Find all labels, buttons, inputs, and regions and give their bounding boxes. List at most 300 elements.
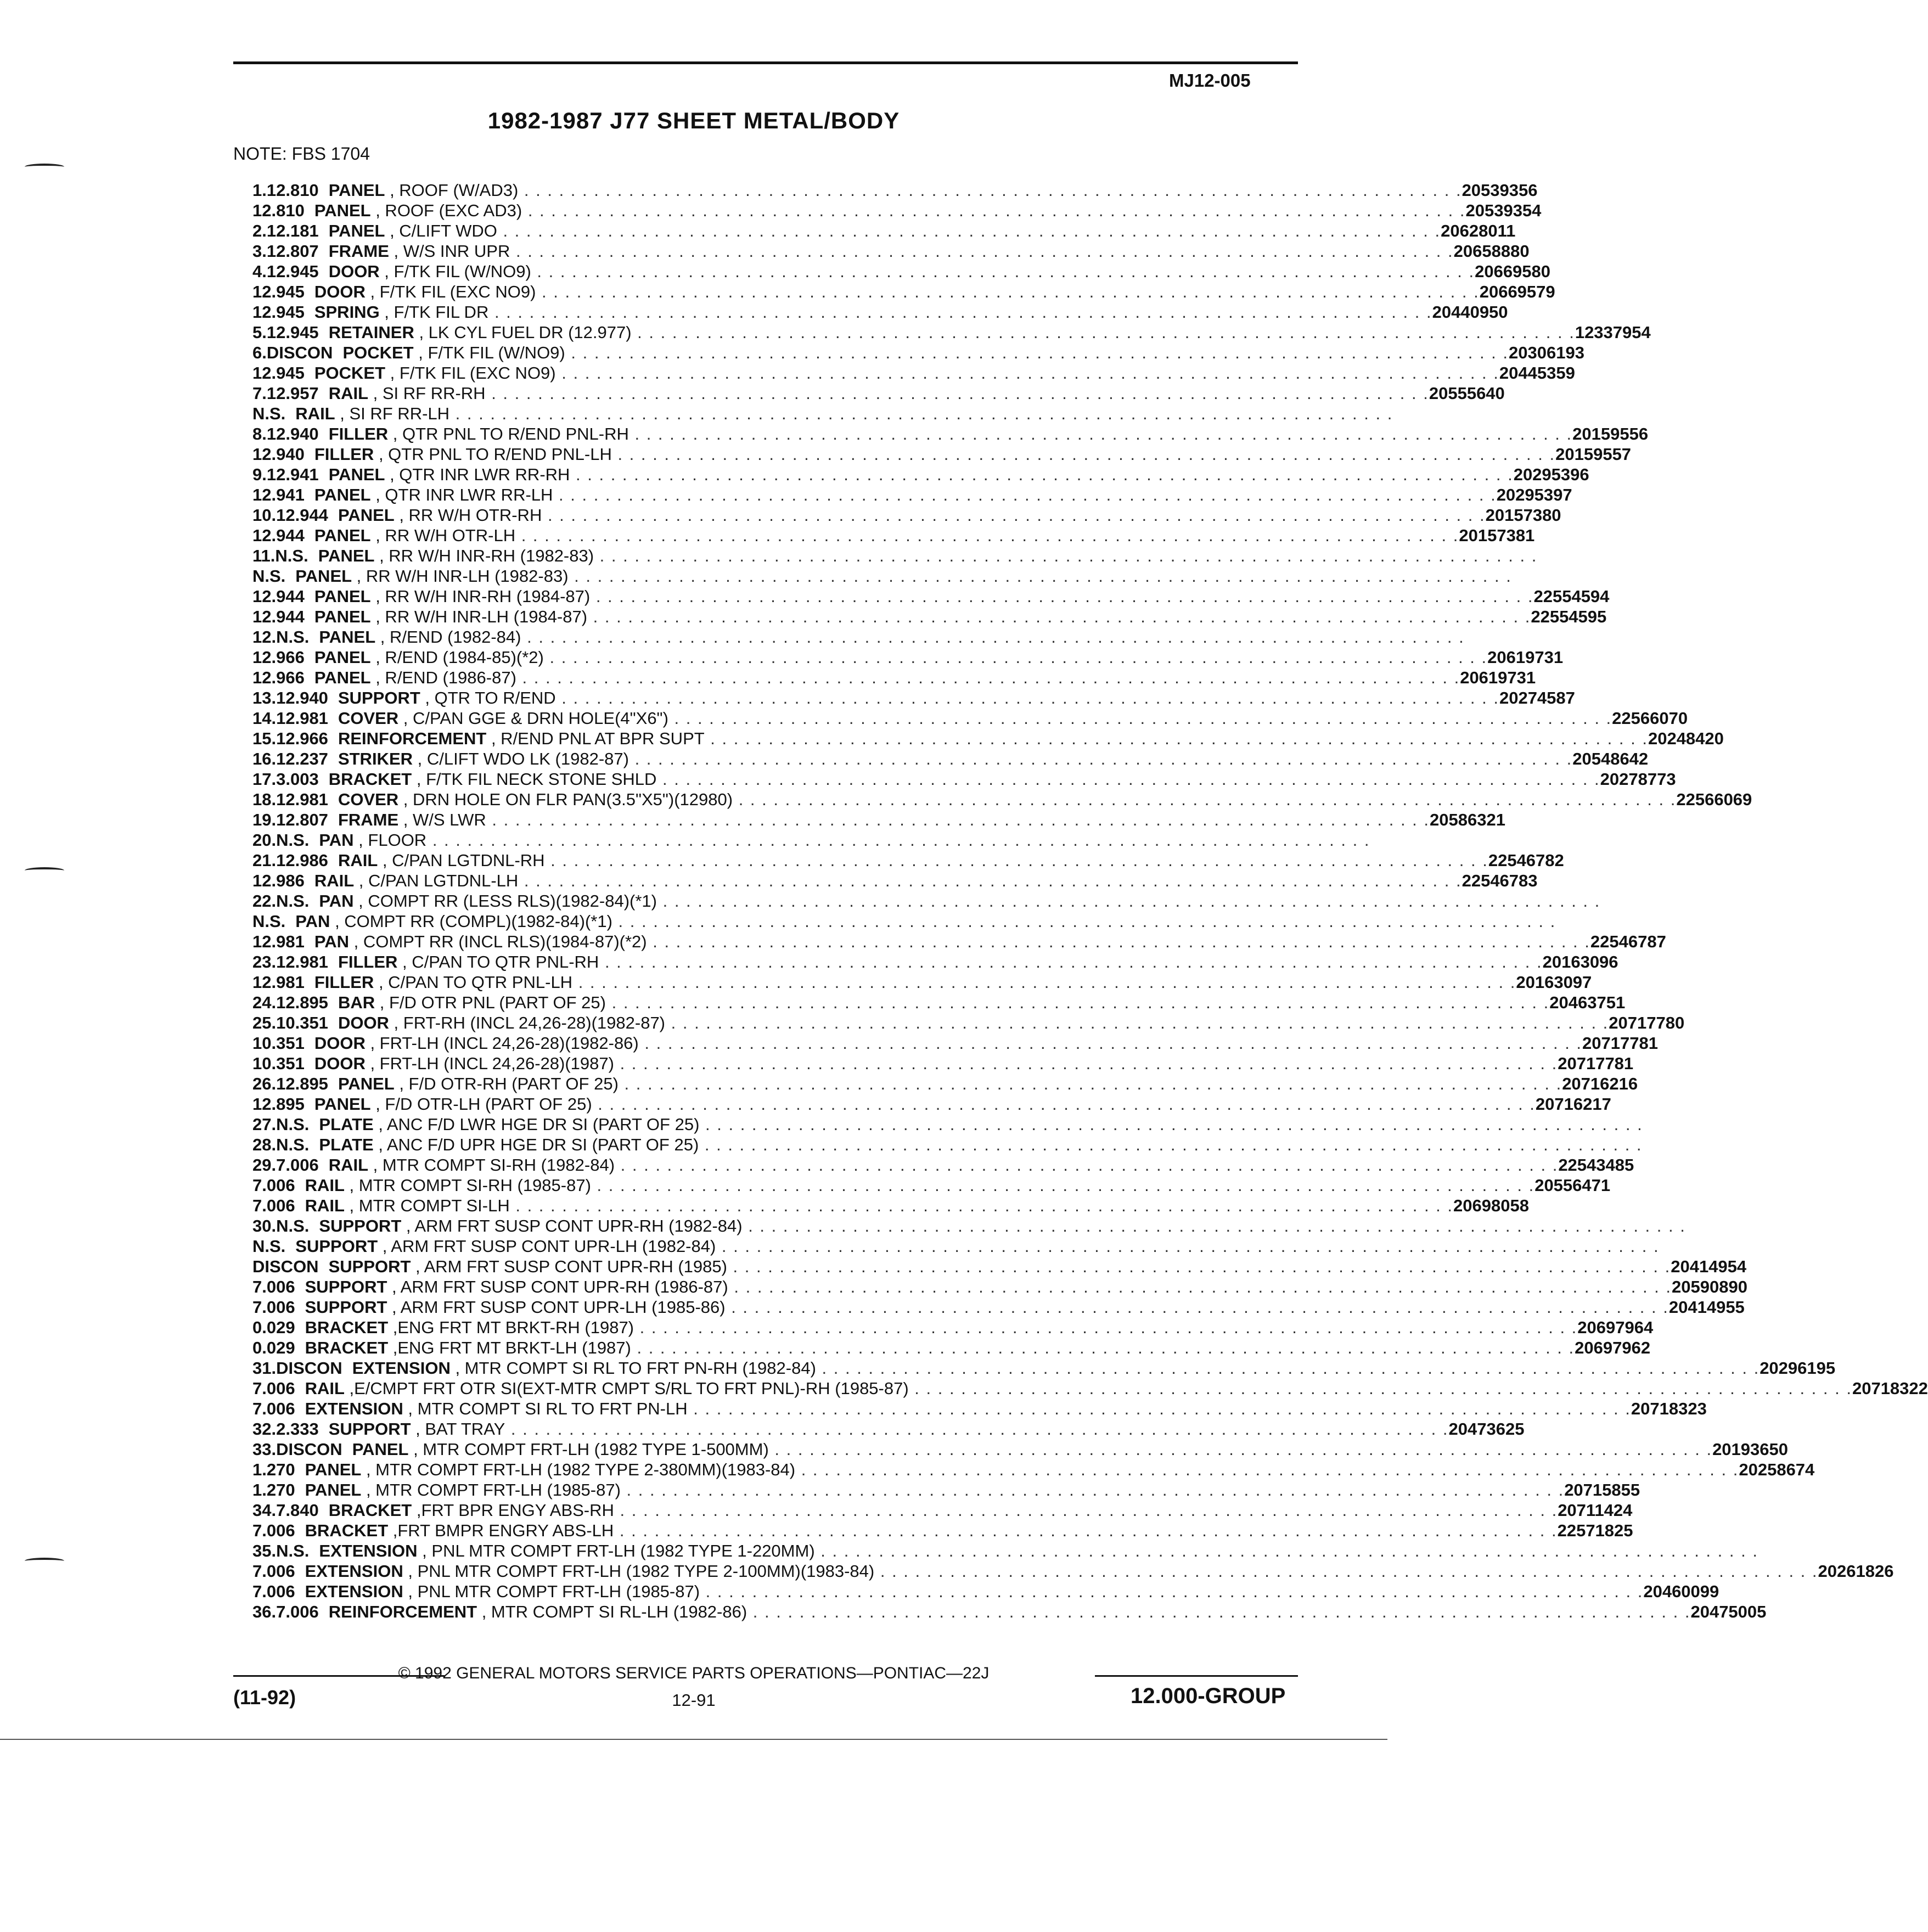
part-detail: , F/TK FIL (EXC NO9) [365,282,536,301]
parts-row [252,667,1536,688]
part-number: 20440950 [1432,302,1508,322]
part-detail: , F/TK FIL (W/NO9) [413,343,565,362]
parts-row [252,221,1516,241]
part-name: PANEL [328,181,385,200]
dot-leader: . . . . . . . . . . . . . . . . . . . . . . . . . . . . . . . . . . . . . . . . . . . . . . . . . . . . . . . . . . . . . . . . . . . . . . . . . . . . . . . . . [497,221,1441,240]
dot-leader: . . . . . . . . . . . . . . . . . . . . . . . . . . . . . . . . . . . . . . . . . . . . . . . . . . . . . . . . . . . . . . . . . . . . . . . . . . . . . . . . . [515,526,1459,545]
hole-punch-mark [25,1558,64,1564]
parts-row [252,1013,1685,1033]
part-name: RAIL [328,384,369,403]
group-code: 7.840 [276,1501,319,1520]
part-description [319,322,1575,342]
dot-leader: . . . . . . . . . . . . . . . . . . . . . . . . . . . . . . . . . . . . . . . . . . . . . . . . . . . . . . . . . . . . . . . . . . . . . . . . . . . . . . . . . [544,851,1488,870]
part-number: 20248420 [1648,729,1724,748]
parts-row [252,546,1538,566]
part-description [319,221,1441,241]
part-description [328,749,1572,769]
part-number: 22546787 [1590,932,1666,951]
footer-rule-right [1095,1675,1298,1677]
parts-row [252,1338,1651,1358]
reference-number: 19. [252,810,277,829]
page-title: 1982-1987 J77 SHEET METAL/BODY [487,108,900,133]
group-code: N.S. [276,891,310,911]
part-detail: , PNL MTR COMPT FRT-LH (1982 TYPE 1-220MM) [417,1541,815,1560]
part-number: 22554594 [1533,587,1610,606]
dot-leader: . . . . . . . . . . . . . . . . . . . . . . . . . . . . . . . . . . . . . . . . . . . . . . . . . . . . . . . . . . . . . . . . . . . . . . . . . . . . . . . . . [590,587,1534,606]
part-description [319,1155,1559,1175]
part-detail: , ARM FRT SUSP CONT UPR-RH (1985) [411,1257,727,1276]
parts-row [252,505,1561,525]
reference-number: 14. [252,709,277,728]
group-code: DISCON [276,1440,342,1459]
dot-leader: . . . . . . . . . . . . . . . . . . . . . . . . . . . . . . . . . . . . . . . . . . . . . . . . . . . . . . . . . . . . . . . . . . . . . . . . . . . . . . . . . [426,830,1370,850]
part-detail: , W/S LWR [398,810,486,829]
dot-leader: . . . . . . . . . . . . . . . . . . . . . . . . . . . . . . . . . . . . . . . . . . . . . . . . . . . . . . . . . . . . . . . . . . . . . . . . . . . . . . . . . [591,1176,1535,1195]
part-detail: , R/END (1982-84) [375,627,521,647]
part-name: FILLER [338,952,398,971]
reference-number: 31. [252,1358,277,1378]
part-detail: , ARM FRT SUSP CONT UPR-RH (1982-84) [401,1216,743,1235]
group-code: 12.945 [252,363,305,383]
part-detail: , MTR COMPT SI RL TO FRT PN-RH (1982-84) [450,1358,816,1378]
dot-leader: . . . . . . . . . . . . . . . . . . . . . . . . . . . . . . . . . . . . . . . . . . . . . . . . . . . . . . . . . . . . . . . . . . . . . . . . . . . . . . . . . [874,1562,1818,1581]
part-detail: , FRT-LH (INCL 24,26-28)(1982-86) [365,1034,639,1053]
part-name: PLATE [319,1115,374,1134]
parts-row [252,891,1601,911]
part-name: POCKET [314,363,386,383]
part-description [319,769,1600,789]
dot-leader: . . . . . . . . . . . . . . . . . . . . . . . . . . . . . . . . . . . . . . . . . . . . . . . . . . . . . . . . . . . . . . . . . . . . . . . . . . . . . . . . . [521,627,1465,647]
part-description [328,810,1430,830]
parts-row [252,322,1651,342]
part-detail: , F/TK FIL DR [379,302,489,322]
group-code: 12.944 [276,506,328,525]
part-description [328,992,1549,1013]
parts-row [252,1541,1758,1561]
parts-row [252,200,1542,221]
dot-leader: . . . . . . . . . . . . . . . . . . . . . . . . . . . . . . . . . . . . . . . . . . . . . . . . . . . . . . . . . . . . . . . . . . . . . . . . . . . . . . . . . [699,1115,1643,1134]
dot-leader: . . . . . . . . . . . . . . . . . . . . . . . . . . . . . . . . . . . . . . . . . . . . . . . . . . . . . . . . . . . . . . . . . . . . . . . . . . . . . . . . . [656,770,1600,789]
reference-number: 23. [252,952,277,971]
part-detail: , DRN HOLE ON FLR PAN(3.5"X5")(12980) [398,790,733,809]
group-code: 7.006 [252,1277,295,1296]
part-number: 20556471 [1534,1176,1611,1195]
dot-leader: . . . . . . . . . . . . . . . . . . . . . . . . . . . . . . . . . . . . . . . . . . . . . . . . . . . . . . . . . . . . . . . . . . . . . . . . . . . . . . . . . [509,1196,1454,1215]
part-name: PLATE [319,1135,374,1154]
parts-row [252,363,1575,383]
parts-row [252,728,1724,749]
part-number: 20163097 [1516,973,1592,992]
group-code: 7.006 [252,1399,295,1418]
part-name: RAIL [295,404,335,423]
group-code: 12.895 [276,1074,328,1093]
part-detail: , FLOOR [353,830,427,850]
group-code: N.S. [276,1541,310,1560]
parts-row [252,1297,1745,1317]
part-name: PANEL [328,221,385,240]
part-description [285,1236,1659,1256]
part-detail: , COMPT RR (LESS RLS)(1982-84)(*1) [353,891,657,911]
part-name: COVER [338,709,399,728]
part-description [305,647,1487,667]
reference-number: 13. [252,688,277,707]
part-description [328,708,1612,728]
parts-row [252,1520,1633,1541]
group-code: 1.270 [252,1480,295,1499]
part-number: 12337954 [1575,323,1651,342]
reference-number: 9. [252,465,267,484]
group-code: 12.945 [266,262,319,281]
parts-row [252,586,1610,606]
part-number: 20717781 [1582,1034,1658,1053]
part-description [305,870,1462,891]
part-name: DOOR [314,1054,366,1073]
part-name: DOOR [314,1034,366,1053]
reference-number: 17. [252,770,277,789]
reference-number: 30. [252,1216,277,1235]
group-code: 12.986 [276,851,328,870]
dot-leader: . . . . . . . . . . . . . . . . . . . . . . . . . . . . . . . . . . . . . . . . . . . . . . . . . . . . . . . . . . . . . . . . . . . . . . . . . . . . . . . . . [742,1216,1686,1235]
parts-row [252,424,1649,444]
parts-row [252,931,1666,952]
part-name: RAIL [314,871,355,890]
dot-leader: . . . . . . . . . . . . . . . . . . . . . . . . . . . . . . . . . . . . . . . . . . . . . . . . . . . . . . . . . . . . . . . . . . . . . . . . . . . . . . . . . [531,262,1475,281]
group-code: 7.006 [252,1379,295,1398]
dot-leader: . . . . . . . . . . . . . . . . . . . . . . . . . . . . . . . . . . . . . . . . . . . . . . . . . . . . . . . . . . . . . . . . . . . . . . . . . . . . . . . . . [700,1582,1644,1601]
part-number: 20296195 [1760,1358,1836,1378]
part-name: PANEL [352,1440,409,1459]
part-description [328,505,1486,525]
parts-row [252,606,1607,627]
dot-leader: . . . . . . . . . . . . . . . . . . . . . . . . . . . . . . . . . . . . . . . . . . . . . . . . . . . . . . . . . . . . . . . . . . . . . . . . . . . . . . . . . [687,1399,1631,1418]
part-name: PANEL [314,587,371,606]
reference-number: 3. [252,242,267,261]
part-detail: , ANC F/D LWR HGE DR SI (PART OF 25) [373,1115,700,1134]
part-detail: , FRT-LH (INCL 24,26-28)(1987) [365,1054,614,1073]
part-detail: , C/PAN TO QTR PNL-RH [397,952,599,971]
group-code: 12.966 [276,729,328,748]
part-description [295,1277,1672,1297]
part-description [319,1602,1691,1622]
part-name: BRACKET [305,1338,389,1357]
group-code: 12.807 [266,242,319,261]
part-detail: ,ENG FRT MT BRKT-LH (1987) [388,1338,631,1357]
part-description [295,1378,1852,1399]
part-description [333,342,1509,363]
part-number: 20473625 [1448,1419,1525,1439]
part-name: SUPPORT [319,1216,402,1235]
part-detail: , SI RF RR-LH [335,404,450,423]
dot-leader: . . . . . . . . . . . . . . . . . . . . . . . . . . . . . . . . . . . . . . . . . . . . . . . . . . . . . . . . . . . . . . . . . . . . . . . . . . . . . . . . . [568,566,1512,586]
parts-row [252,870,1538,891]
part-number: 20698058 [1453,1196,1529,1215]
part-detail: , MTR COMPT FRT-LH (1982 TYPE 2-380MM)(1983-84) [361,1460,796,1479]
reference-number: 2. [252,221,267,240]
part-number: 20716216 [1562,1074,1638,1093]
part-detail: , ROOF (EXC AD3) [370,201,522,220]
part-description [305,1053,1558,1074]
part-detail: , QTR TO R/END [420,688,556,707]
part-detail: , PNL MTR COMPT FRT-LH (1982 TYPE 2-100MM)(1983-84) [403,1562,875,1581]
parts-row [252,1277,1747,1297]
group-code: 12.237 [276,749,328,768]
part-number: 20628011 [1441,221,1516,240]
revision-date: (11-92) [233,1686,296,1709]
parts-row [252,1439,1788,1459]
part-description [328,952,1543,972]
part-detail: , ANC F/D UPR HGE DR SI (PART OF 25) [373,1135,699,1154]
part-detail: , W/S INR UPR [389,242,510,261]
part-detail: , C/PAN LGTDNL-RH [378,851,545,870]
group-code: 0.029 [252,1318,295,1337]
part-name: BRACKET [328,770,412,789]
group-code: 12.895 [252,1094,305,1114]
dot-leader: . . . . . . . . . . . . . . . . . . . . . . . . . . . . . . . . . . . . . . . . . . . . . . . . . . . . . . . . . . . . . . . . . . . . . . . . . . . . . . . . . [768,1440,1713,1459]
dot-leader: . . . . . . . . . . . . . . . . . . . . . . . . . . . . . . . . . . . . . . . . . . . . . . . . . . . . . . . . . . . . . . . . . . . . . . . . . . . . . . . . . [536,282,1480,301]
group-code: 12.807 [276,810,328,829]
part-name: PANEL [314,648,371,667]
group-code: 12.944 [252,607,305,626]
part-number: 20711424 [1558,1501,1633,1520]
dot-leader: . . . . . . . . . . . . . . . . . . . . . . . . . . . . . . . . . . . . . . . . . . . . . . . . . . . . . . . . . . . . . . . . . . . . . . . . . . . . . . . . . [488,302,1432,322]
part-detail: , C/LIFT WDO [385,221,497,240]
dot-leader: . . . . . . . . . . . . . . . . . . . . . . . . . . . . . . . . . . . . . . . . . . . . . . . . . . . . . . . . . . . . . . . . . . . . . . . . . . . . . . . . . [555,363,1499,383]
dot-leader: . . . . . . . . . . . . . . . . . . . . . . . . . . . . . . . . . . . . . . . . . . . . . . . . . . . . . . . . . . . . . . . . . . . . . . . . . . . . . . . . . [699,1135,1643,1154]
part-name: PANEL [314,668,371,687]
part-number: 20590890 [1672,1277,1747,1296]
group-code: 3.003 [276,770,319,789]
group-code: 7.006 [252,1298,295,1317]
part-number: 22571825 [1557,1521,1633,1540]
parts-row [252,1033,1658,1053]
dot-leader: . . . . . . . . . . . . . . . . . . . . . . . . . . . . . . . . . . . . . . . . . . . . . . . . . . . . . . . . . . . . . . . . . . . . . . . . . . . . . . . . . [634,1318,1578,1337]
part-name: RETAINER [328,323,414,342]
part-detail: , QTR INR LWR RR-RH [385,465,570,484]
parts-row [252,1135,1643,1155]
part-description [305,931,1590,952]
parts-row [252,1500,1633,1520]
dot-leader: . . . . . . . . . . . . . . . . . . . . . . . . . . . . . . . . . . . . . . . . . . . . . . . . . . . . . . . . . . . . . . . . . . . . . . . . . . . . . . . . . [486,810,1430,829]
reference-number: 28. [252,1135,277,1154]
part-number: 20619731 [1460,668,1536,687]
part-description [328,789,1676,810]
dot-leader: . . . . . . . . . . . . . . . . . . . . . . . . . . . . . . . . . . . . . . . . . . . . . . . . . . . . . . . . . . . . . . . . . . . . . . . . . . . . . . . . . [553,485,1497,504]
part-number: 20539354 [1465,201,1542,220]
part-description [295,1297,1669,1317]
part-detail: , FRT-RH (INCL 24,26-28)(1982-87) [389,1013,666,1032]
group-code: 7.006 [252,1196,295,1215]
part-description [295,1195,1453,1216]
group-code: 12.945 [252,302,305,322]
part-detail: , R/END PNL AT BPR SUPT [486,729,705,748]
group-code: N.S. [276,830,310,850]
parts-row [252,1602,1767,1622]
part-number: 20669579 [1479,282,1555,301]
dot-leader: . . . . . . . . . . . . . . . . . . . . . . . . . . . . . . . . . . . . . . . . . . . . . . . . . . . . . . . . . . . . . . . . . . . . . . . . . . . . . . . . . [570,465,1514,484]
group-code: 2.333 [276,1419,319,1439]
parts-row [252,992,1626,1013]
part-name: SUPPORT [295,1237,378,1256]
group-code: 12.966 [252,648,305,667]
part-name: PANEL [314,526,371,545]
part-name: PAN [319,891,354,911]
part-description [308,546,1538,566]
reference-number: 7. [252,384,267,403]
group-code: 10.351 [252,1034,305,1053]
part-name: PAN [314,932,349,951]
part-detail: , COMPT RR (COMPL)(1982-84)(*1) [330,912,612,931]
parts-row [252,1317,1654,1338]
page-code: MJ12-005 [1169,70,1251,91]
part-description [342,1358,1760,1378]
part-name: EXTENSION [352,1358,451,1378]
part-detail: , F/TK FIL (W/NO9) [379,262,531,281]
part-number: 22566070 [1612,709,1688,728]
part-detail: ,ENG FRT MT BRKT-RH (1987) [388,1318,634,1337]
part-detail: , MTR COMPT SI RL TO FRT PN-LH [403,1399,688,1418]
group-code: DISCON [266,343,333,362]
part-detail: , QTR PNL TO R/END PNL-RH [388,424,629,443]
part-description [328,1013,1609,1033]
part-number: 20295396 [1513,465,1589,484]
part-number: 20539356 [1462,181,1538,200]
group-code: 12.895 [276,993,328,1012]
reference-number: 11. [252,546,276,565]
part-number: 20159557 [1555,445,1632,464]
reference-number: 22. [252,891,277,911]
dot-leader: . . . . . . . . . . . . . . . . . . . . . . . . . . . . . . . . . . . . . . . . . . . . . . . . . . . . . . . . . . . . . . . . . . . . . . . . . . . . . . . . . [614,1501,1558,1520]
part-description [285,566,1512,586]
parts-row [252,1074,1638,1094]
part-description [295,1175,1535,1195]
part-name: SUPPORT [305,1298,387,1317]
part-detail: , MTR COMPT FRT-LH (1982 TYPE 1-500MM) [408,1440,769,1459]
part-description [285,403,1393,424]
reference-number: 34. [252,1501,277,1520]
part-detail: ,FRT BMPR ENGRY ABS-LH [388,1521,614,1540]
group-code: 12.941 [266,465,319,484]
parts-row [252,282,1555,302]
parts-row [252,911,1556,931]
group-code: 12.944 [252,587,305,606]
part-name: RAIL [305,1379,345,1398]
parts-row [252,241,1530,261]
parts-row [252,485,1572,505]
part-number: 20658880 [1453,242,1530,261]
dot-leader: . . . . . . . . . . . . . . . . . . . . . . . . . . . . . . . . . . . . . . . . . . . . . . . . . . . . . . . . . . . . . . . . . . . . . . . . . . . . . . . . . [631,323,1575,342]
dot-leader: . . . . . . . . . . . . . . . . . . . . . . . . . . . . . . . . . . . . . . . . . . . . . . . . . . . . . . . . . . . . . . . . . . . . . . . . . . . . . . . . . [733,790,1677,809]
part-number: 20717780 [1609,1013,1685,1032]
part-name: SPRING [314,302,380,322]
dot-leader: . . . . . . . . . . . . . . . . . . . . . . . . . . . . . . . . . . . . . . . . . . . . . . . . . . . . . . . . . . . . . . . . . . . . . . . . . . . . . . . . . [668,709,1612,728]
part-name: PANEL [314,1094,371,1114]
parts-row [252,525,1535,546]
part-number: 20445359 [1499,363,1575,383]
part-description [309,830,1370,850]
part-number: 20555640 [1429,384,1505,403]
dot-leader: . . . . . . . . . . . . . . . . . . . . . . . . . . . . . . . . . . . . . . . . . . . . . . . . . . . . . . . . . . . . . . . . . . . . . . . . . . . . . . . . . [510,242,1454,261]
part-description [305,1094,1536,1114]
group-code: 12.940 [252,445,305,464]
reference-number: 5. [252,323,267,342]
part-detail: , MTR COMPT FRT-LH (1985-87) [361,1480,621,1499]
part-number: 20463751 [1549,993,1626,1012]
hole-punch-mark [25,164,64,170]
part-description [309,627,1464,647]
part-number: 20460099 [1643,1582,1719,1601]
parts-row [252,1399,1707,1419]
part-description [328,728,1648,749]
part-description [295,1561,1818,1581]
reference-number: 15. [252,729,277,748]
group-code: 12.986 [252,871,305,890]
part-detail: , LK CYL FUEL DR (12.977) [414,323,632,342]
dot-leader: . . . . . . . . . . . . . . . . . . . . . . . . . . . . . . . . . . . . . . . . . . . . . . . . . . . . . . . . . . . . . . . . . . . . . . . . . . . . . . . . . [518,871,1462,890]
part-detail: , ARM FRT SUSP CONT UPR-LH (1982-84) [378,1237,716,1256]
dot-leader: . . . . . . . . . . . . . . . . . . . . . . . . . . . . . . . . . . . . . . . . . . . . . . . . . . . . . . . . . . . . . . . . . . . . . . . . . . . . . . . . . [505,1419,1449,1439]
parts-row [252,972,1592,992]
group-code: 1.270 [252,1460,295,1479]
parts-row [252,464,1589,485]
part-name: PANEL [314,485,371,504]
part-description [305,302,1432,322]
reference-number: 26. [252,1074,277,1093]
part-number: 20697962 [1575,1338,1651,1357]
reference-number: 21. [252,851,277,870]
reference-number: 18. [252,790,277,809]
part-number: 20295397 [1496,485,1572,504]
parts-row [252,1561,1894,1581]
part-name: FRAME [328,242,389,261]
group-code: DISCON [252,1257,319,1276]
parts-row [252,850,1564,870]
part-name: RAIL [328,1155,369,1175]
reference-number: 25. [252,1013,277,1032]
part-description [285,911,1556,931]
parts-row [252,749,1649,769]
part-number: 20715855 [1564,1480,1640,1499]
parts-row [252,1216,1686,1236]
dot-leader: . . . . . . . . . . . . . . . . . . . . . . . . . . . . . . . . . . . . . . . . . . . . . . . . . . . . . . . . . . . . . . . . . . . . . . . . . . . . . . . . . [638,1034,1583,1053]
parts-row [252,688,1575,708]
part-detail: , C/PAN LGTDNL-LH [354,871,519,890]
part-description [305,363,1499,383]
group-code: 7.006 [252,1582,295,1601]
part-name: PANEL [319,627,376,647]
part-number: 22546782 [1488,851,1564,870]
part-number: 20414955 [1668,1298,1745,1317]
part-name: SUPPORT [305,1277,387,1296]
part-description [305,444,1555,464]
part-description [295,1520,1558,1541]
part-description [319,383,1429,403]
parts-row [252,1114,1643,1135]
part-description [342,1439,1712,1459]
part-name: REINFORCEMENT [328,1602,477,1621]
reference-number: 36. [252,1602,277,1621]
part-description [305,972,1516,992]
group-code: 7.006 [276,1602,319,1621]
bottom-rule [0,1739,1387,1740]
group-code: 10.351 [252,1054,305,1073]
group-code: 12.966 [252,668,305,687]
part-number: 20278773 [1600,770,1676,789]
part-detail: ,E/CMPT FRT OTR SI(EXT-MTR CMPT S/RL TO FRT PNL)-RH (1985-87) [344,1379,909,1398]
part-detail: , COMPT RR (INCL RLS)(1984-87)(*2) [348,932,647,951]
part-description [328,1074,1562,1094]
group-code: 12.981 [276,709,328,728]
parts-row [252,647,1564,667]
